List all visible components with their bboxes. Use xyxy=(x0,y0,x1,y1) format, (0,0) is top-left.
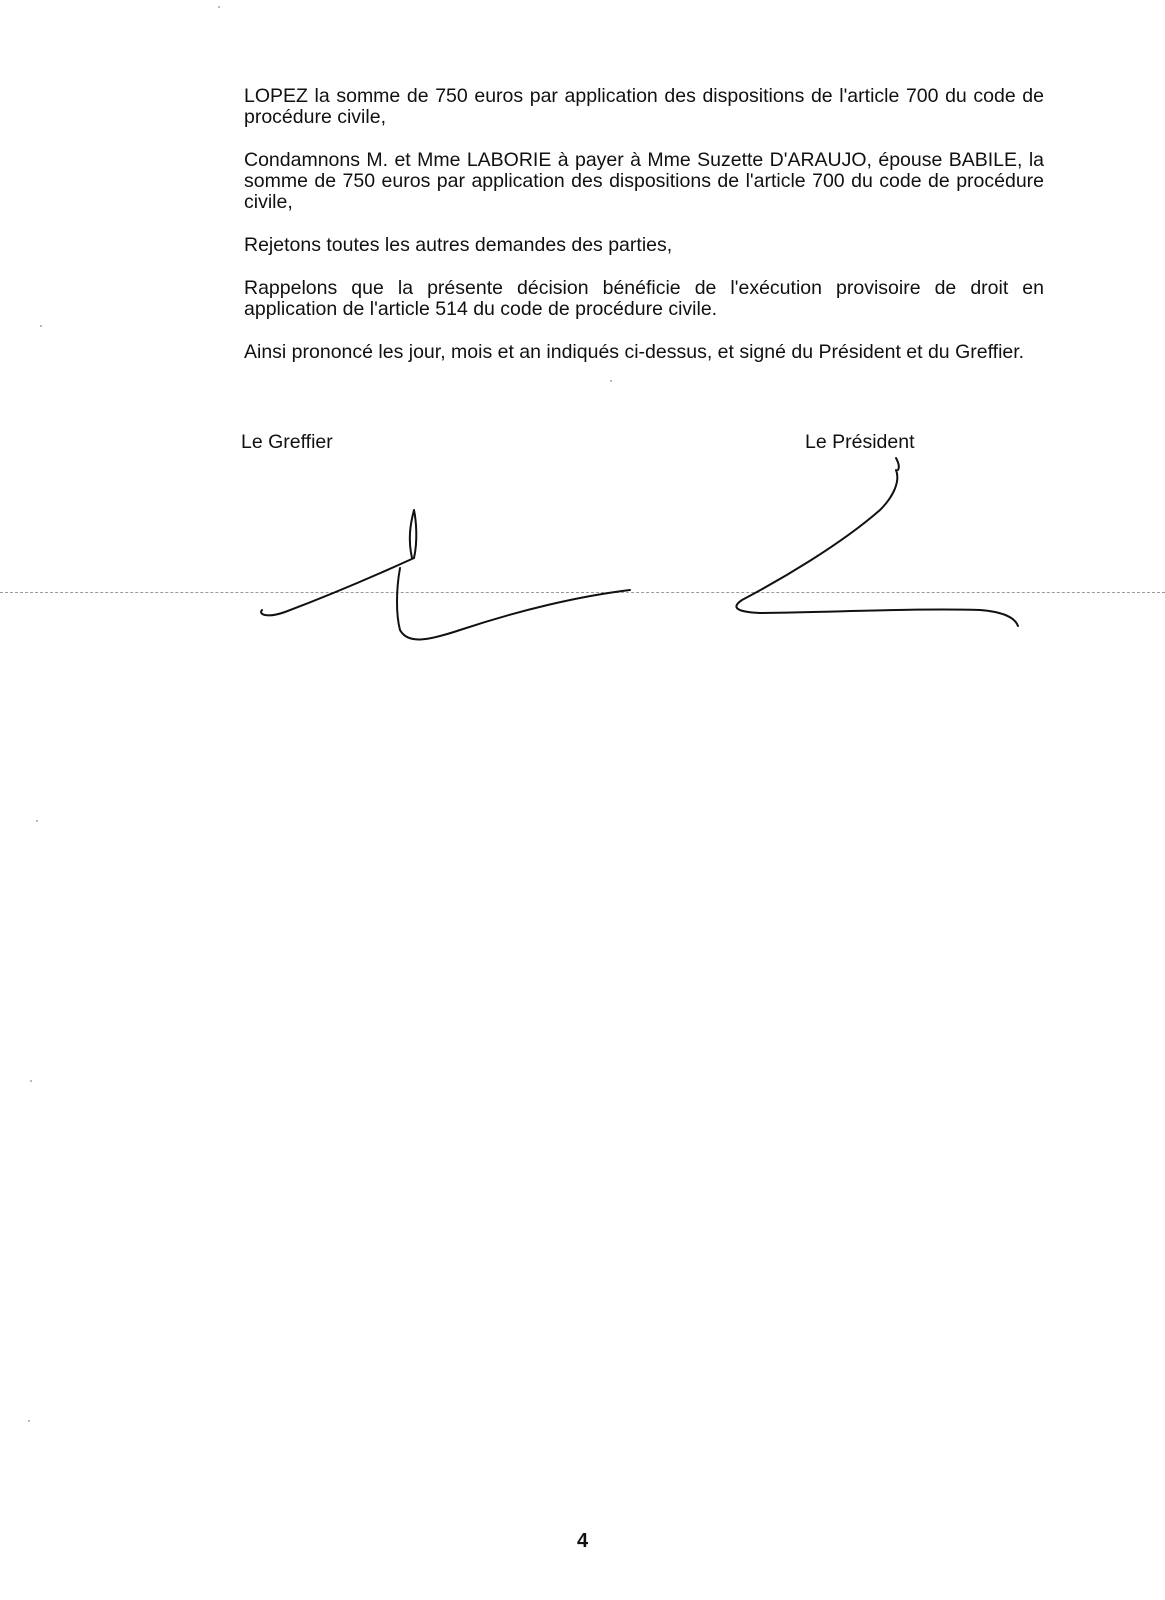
scan-speck xyxy=(30,1080,32,1082)
paragraph-provisional-execution: Rappelons que la présente décision bénéficie de l'exécution provisoire de droit en application de l'article 514 du code de procédure civile. xyxy=(244,277,1044,320)
greffier-label: Le Greffier xyxy=(241,431,333,453)
signatures-area xyxy=(0,440,1165,660)
president-signature xyxy=(736,458,1018,626)
greffier-signature xyxy=(261,510,630,639)
scan-speck xyxy=(610,380,612,382)
paragraph-costs-lopez: LOPEZ la somme de 750 euros par application des dispositions de l'article 700 du code de procédure civile, xyxy=(244,85,1044,128)
scan-speck xyxy=(36,820,38,822)
scan-speck xyxy=(218,6,220,8)
judgment-text xyxy=(244,86,1044,385)
paragraph-pronouncement: Ainsi prononcé les jour, mois et an indiqués ci-dessus, et signé du Président et du Greffier. xyxy=(244,341,1025,363)
president-label: Le Président xyxy=(805,431,915,453)
paragraph-rejection: Rejetons toutes les autres demandes des parties, xyxy=(244,234,673,256)
scan-speck xyxy=(40,325,42,327)
paragraph-costs-babile: Condamnons M. et Mme LABORIE à payer à Mme Suzette D'ARAUJO, épouse BABILE, la somme de 750 euros par application des dispositions de l'article 700 du code de procédure civile, xyxy=(244,149,1044,213)
page-number: 4 xyxy=(576,1530,589,1552)
scan-speck xyxy=(28,1420,30,1422)
